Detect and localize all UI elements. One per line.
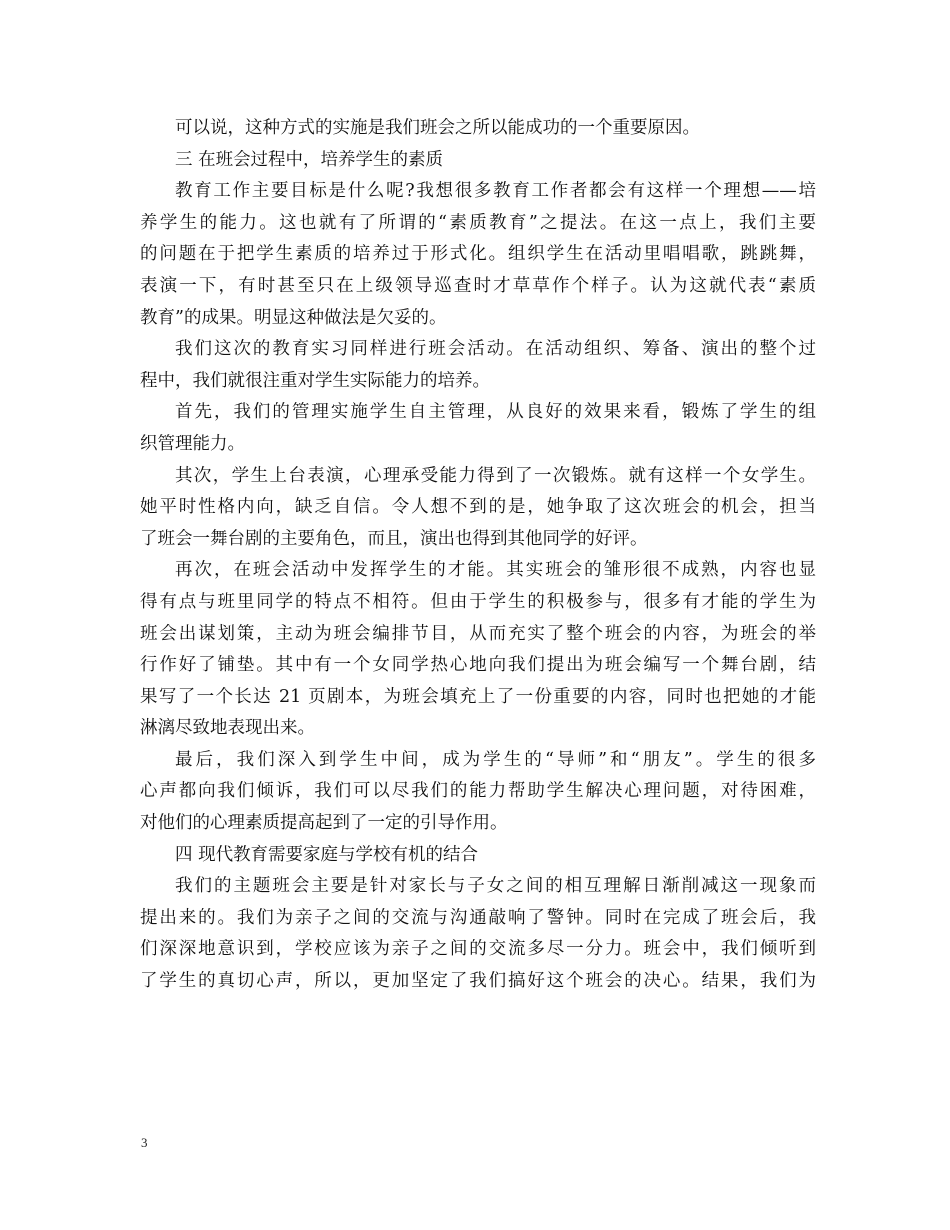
paragraph-line: 了学生的真切心声，所以，更加坚定了我们搞好这个班会的决心。结果，我们为 [140,971,816,992]
paragraph-line: 对他们的心理素质提高起到了一定的引导作用。 [140,813,508,834]
section-heading-3: 三 在班会过程中，培养学生的素质 [175,149,444,170]
paragraph-line: 班会出谋划策，主动为班会编排节目，从而充实了整个班会的内容，为班会的举 [140,623,816,644]
paragraph-line: 教育工作主要目标是什么呢?我想很多教育工作者都会有这样一个理想——培 [175,181,816,202]
paragraph-line: 了班会一舞台剧的主要角色，而且，演出也得到其他同学的好评。 [140,528,648,549]
paragraph-line: 心声都向我们倾诉，我们可以尽我们的能力帮助学生解决心理问题，对待困难， [140,781,816,802]
paragraph-line: 最后，我们深入到学生中间，成为学生的“导师”和“朋友”。学生的很多 [175,749,816,770]
paragraph-line: 其次，学生上台表演，心理承受能力得到了一次锻炼。就有这样一个女学生。 [175,465,816,486]
paragraph-line: 我们这次的教育实习同样进行班会活动。在活动组织、筹备、演出的整个过 [175,339,816,360]
body-text [140,113,816,998]
paragraph-line: 织管理能力。 [140,433,245,454]
paragraph-line: 养学生的能力。这也就有了所谓的“素质教育”之提法。在这一点上，我们主要 [140,212,816,233]
paragraph-line: 淋漓尽致地表现出来。 [140,718,315,739]
paragraph-line: 得有点与班里同学的特点不相符。但由于学生的积极参与，很多有才能的学生为 [140,591,816,612]
paragraph-line: 行作好了铺垫。其中有一个女同学热心地向我们提出为班会编写一个舞台剧，结 [140,655,816,676]
paragraph-line: 再次，在班会活动中发挥学生的才能。其实班会的雏形很不成熟，内容也显 [175,560,816,581]
paragraph-line: 提出来的。我们为亲子之间的交流与沟通敲响了警钟。同时在完成了班会后，我 [140,907,816,928]
paragraph-line: 我们的主题班会主要是针对家长与子女之间的相互理解日渐削减这一现象而 [175,876,816,897]
paragraph-line: 教育”的成果。明显这种做法是欠妥的。 [140,307,447,328]
paragraph-line: 表演一下，有时甚至只在上级领导巡查时才草草作个样子。认为这就代表“素质 [140,275,816,296]
paragraph-line: 们深深地意识到，学校应该为亲子之间的交流多尽一分力。班会中，我们倾听到 [140,939,816,960]
page-number: 3 [141,1135,148,1150]
paragraph-line: 的问题在于把学生素质的培养过于形式化。组织学生在活动里唱唱歌，跳跳舞， [140,244,816,265]
paragraph-line: 程中，我们就很注重对学生实际能力的培养。 [140,370,490,391]
paragraph-line: 可以说，这种方式的实施是我们班会之所以能成功的一个重要原因。 [175,118,700,138]
paragraph-line: 她平时性格内向，缺乏自信。令人想不到的是，她争取了这次班会的机会，担当 [140,497,816,518]
paragraph-line: 果写了一个长达 21 页剧本，为班会填充上了一份重要的内容，同时也把她的才能 [140,686,816,707]
section-heading-4: 四 现代教育需要家庭与学校有机的结合 [175,844,479,865]
paragraph-line: 首先，我们的管理实施学生自主管理，从良好的效果来看，锻炼了学生的组 [175,402,816,423]
